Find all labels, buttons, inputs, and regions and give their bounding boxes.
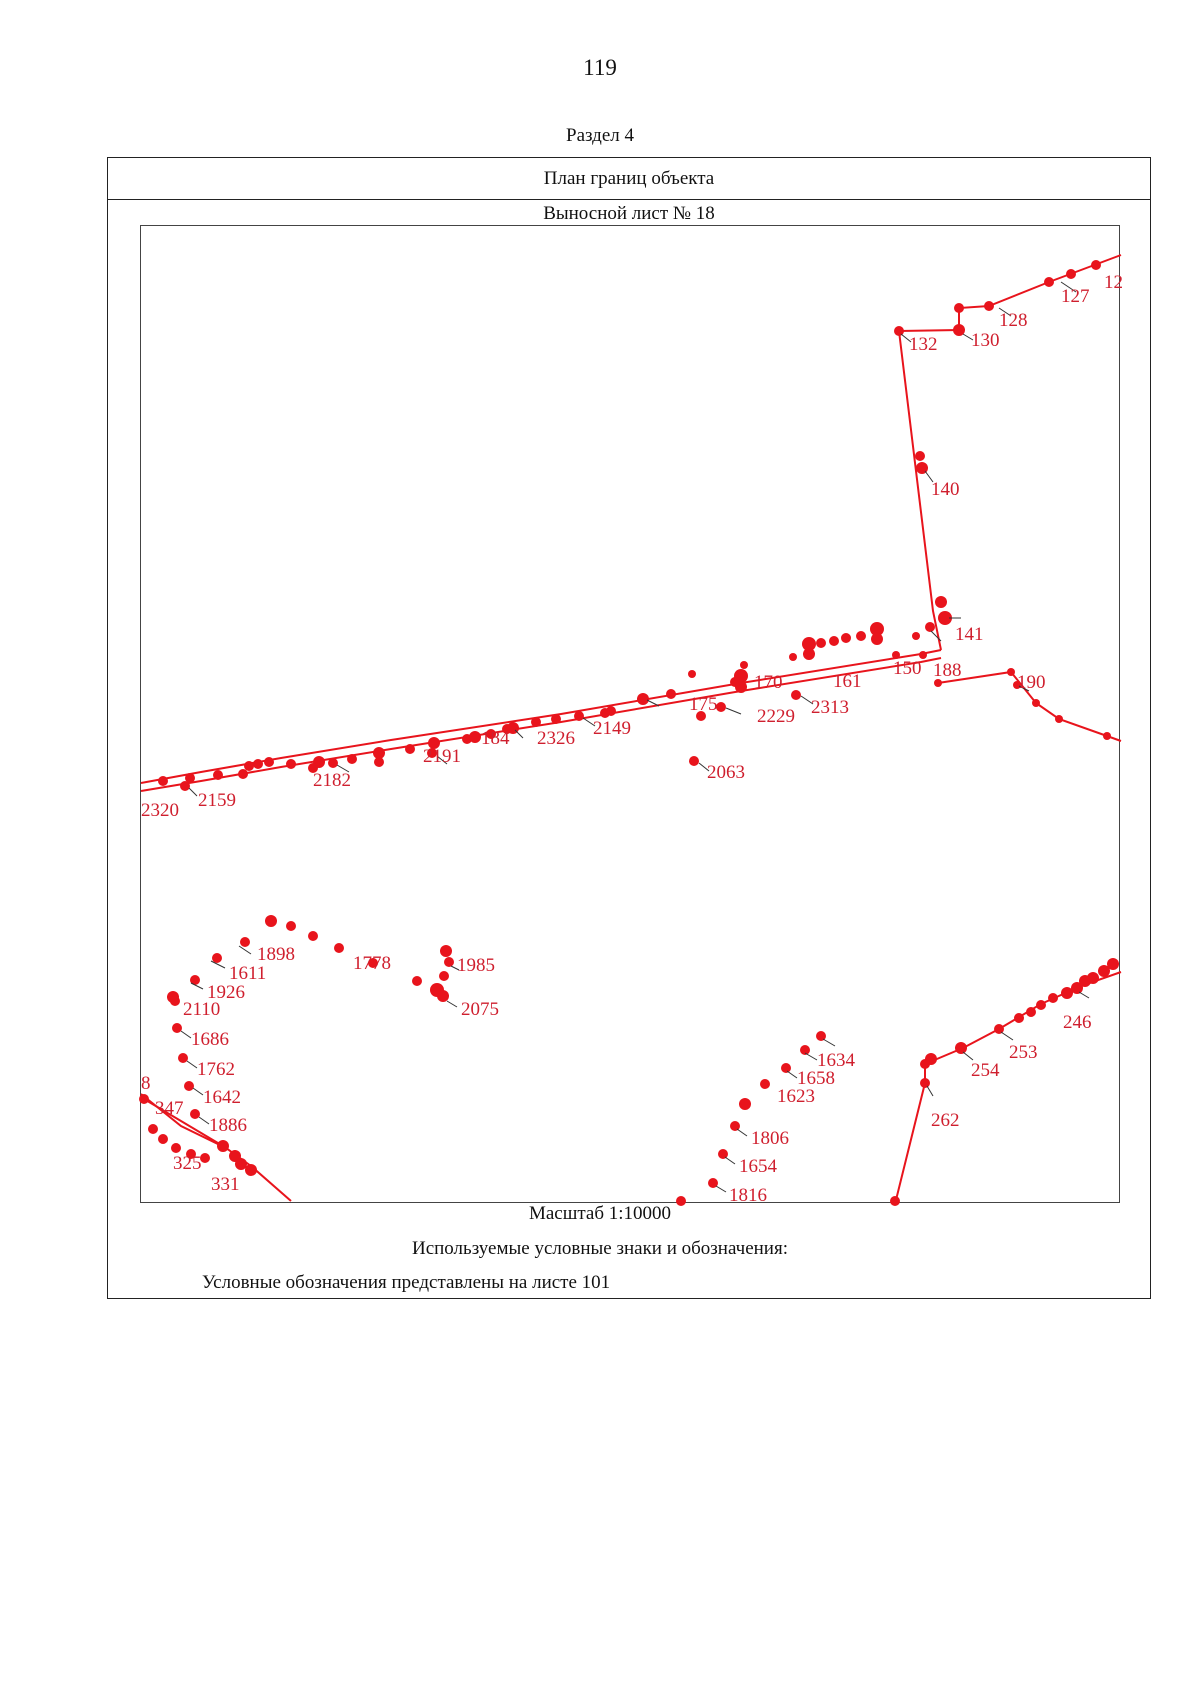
boundary-map [140, 225, 1123, 1206]
boundary-point [829, 636, 839, 646]
point-label: 2063 [707, 762, 745, 783]
point-label: 1816 [729, 1185, 767, 1206]
point-label: 325 [173, 1153, 202, 1174]
boundary-point [328, 758, 338, 768]
point-label: 150 [893, 658, 922, 679]
boundary-point [139, 1094, 149, 1104]
boundary-point [925, 1053, 937, 1065]
boundary-point [190, 1109, 200, 1119]
boundary-point [235, 1158, 247, 1170]
point-label: 1686 [191, 1029, 229, 1050]
boundary-point [1036, 1000, 1046, 1010]
boundary-point [245, 1164, 257, 1176]
point-label: 141 [955, 624, 984, 645]
label-leader [823, 1039, 835, 1046]
boundary-point [172, 1023, 182, 1033]
boundary-point [760, 1079, 770, 1089]
legend-heading: Используемые условные знаки и обозначения: [411, 1238, 788, 1259]
point-label: 1806 [751, 1128, 789, 1149]
boundary-point [213, 770, 223, 780]
label-leader [726, 708, 741, 714]
boundary-point [412, 976, 422, 986]
boundary-point [200, 1153, 210, 1163]
boundary-point [405, 744, 415, 754]
label-leader [805, 1053, 817, 1060]
point-label: 2313 [811, 697, 849, 718]
boundary-point [1048, 993, 1058, 1003]
boundary-point [1066, 269, 1076, 279]
label-leader [647, 700, 659, 706]
point-label: 132 [909, 334, 938, 355]
boundary-point [1007, 668, 1015, 676]
label-leader [187, 1061, 197, 1068]
point-label: 1926 [207, 982, 245, 1003]
point-label: 1634 [817, 1050, 855, 1071]
boundary-point [689, 756, 699, 766]
boundary-point [803, 648, 815, 660]
boundary-point [730, 677, 740, 687]
point-label: 184 [481, 728, 510, 749]
boundary-point [574, 711, 584, 721]
label-leader [931, 631, 941, 641]
label-leader [199, 1117, 209, 1124]
boundary-point [688, 670, 696, 678]
boundary-point [955, 1042, 967, 1054]
boundary-point [781, 1063, 791, 1073]
boundary-point [180, 781, 190, 791]
boundary-point [920, 1078, 930, 1088]
boundary-point [244, 761, 254, 771]
label-leader [963, 1052, 973, 1060]
frame-title: План границ объекта [108, 158, 1150, 200]
boundary-point [1107, 958, 1119, 970]
point-label: 1886 [209, 1115, 247, 1136]
point-label: 12 [1104, 272, 1123, 293]
page-number: 119 [583, 55, 617, 80]
point-label: 246 [1063, 1012, 1092, 1033]
point-label: 2191 [423, 746, 461, 767]
point-label: 190 [1017, 672, 1046, 693]
point-label: 2075 [461, 999, 499, 1020]
point-label: 1642 [203, 1087, 241, 1108]
boundary-point [347, 754, 357, 764]
boundary-point [253, 759, 263, 769]
boundary-point [158, 1134, 168, 1144]
boundary-point [1044, 277, 1054, 287]
boundary-point [551, 714, 561, 724]
boundary-point [184, 1081, 194, 1091]
boundary-point [148, 1124, 158, 1134]
point-label: 1611 [229, 963, 267, 984]
point-label: 2110 [183, 999, 221, 1020]
boundary-point [841, 633, 851, 643]
point-label: 1654 [739, 1156, 777, 1177]
point-label: 2182 [313, 770, 351, 791]
boundary-point [1014, 1013, 1024, 1023]
point-label: 2320 [141, 800, 179, 821]
boundary-point [531, 717, 541, 727]
boundary-point [1103, 732, 1111, 740]
point-label: 1778 [353, 953, 391, 974]
sheet-title: Выносной лист № 18 [543, 203, 715, 224]
label-leader [515, 730, 523, 738]
point-label: 253 [1009, 1042, 1038, 1063]
label-leader [1001, 1032, 1013, 1040]
label-leader [193, 1088, 203, 1095]
boundary-point [1032, 699, 1040, 707]
label-leader [239, 946, 251, 954]
boundary-point [308, 931, 318, 941]
boundary-point [600, 708, 610, 718]
boundary-point [894, 326, 904, 336]
point-label: 1762 [197, 1059, 235, 1080]
boundary-point [334, 943, 344, 953]
point-label: 347 [155, 1098, 184, 1119]
point-label: 2159 [198, 790, 236, 811]
boundary-point [925, 622, 935, 632]
point-label: 175 [689, 694, 718, 715]
boundary-point [212, 953, 222, 963]
point-label: 161 [833, 671, 862, 692]
boundary-point [1026, 1007, 1036, 1017]
boundary-point [1091, 260, 1101, 270]
boundary-point [217, 1140, 229, 1152]
boundary-point [286, 759, 296, 769]
boundary-point [440, 945, 452, 957]
boundary-line-south [141, 658, 941, 791]
point-label: 254 [971, 1060, 1000, 1081]
boundary-point [912, 632, 920, 640]
point-label: 2149 [593, 718, 631, 739]
boundary-point [158, 776, 168, 786]
boundary-point [871, 633, 883, 645]
point-label: 1898 [257, 944, 295, 965]
label-leader [787, 1071, 797, 1078]
point-label: 130 [971, 330, 1000, 351]
point-labels [141, 272, 1123, 1206]
label-leaders [181, 282, 1089, 1192]
point-label: 1985 [457, 955, 495, 976]
scale-label: Масштаб 1:10000 [528, 1203, 672, 1224]
boundary-point [789, 653, 797, 661]
point-label: 128 [999, 310, 1028, 331]
boundary-point [954, 303, 964, 313]
legend-note: Условные обозначения представлены на листе 101 [202, 1272, 611, 1293]
point-label: 1658 [797, 1068, 835, 1089]
label-leader [716, 1186, 726, 1192]
boundary-point [374, 757, 384, 767]
boundary-point [286, 921, 296, 931]
boundary-point [265, 915, 277, 927]
label-leader [189, 788, 197, 796]
boundary-point [171, 1143, 181, 1153]
boundary-line-southeast [895, 972, 1121, 1204]
boundary-point [238, 769, 248, 779]
boundary-point [739, 1098, 751, 1110]
boundary-point [240, 937, 250, 947]
boundary-point [444, 957, 454, 967]
boundary-point [740, 661, 748, 669]
label-leader [927, 1086, 933, 1096]
boundary-point [439, 971, 449, 981]
boundary-point [816, 638, 826, 648]
point-label: 8 [141, 1073, 151, 1094]
section-label: Раздел 4 [566, 125, 634, 146]
point-label: 2326 [537, 728, 575, 749]
point-label: 188 [933, 660, 962, 681]
label-leader [181, 1031, 191, 1038]
boundary-point [170, 996, 180, 1006]
boundary-point [1055, 715, 1063, 723]
boundary-point [264, 757, 274, 767]
boundary-point [178, 1053, 188, 1063]
boundary-point [437, 990, 449, 1002]
boundary-point [935, 596, 947, 608]
point-label: 140 [931, 479, 960, 500]
boundary-point [637, 693, 649, 705]
boundary-point [716, 702, 726, 712]
boundary-point [1087, 972, 1099, 984]
point-label: 262 [931, 1110, 960, 1131]
boundary-point [666, 689, 676, 699]
boundary-point [915, 451, 925, 461]
label-leader [1079, 992, 1089, 998]
boundary-point [984, 301, 994, 311]
point-label: 170 [754, 672, 783, 693]
point-label: 331 [211, 1174, 240, 1195]
label-leader [725, 1157, 735, 1164]
label-leader [447, 1001, 457, 1007]
boundary-point [791, 690, 801, 700]
point-label: 2229 [757, 706, 795, 727]
map-canvas [141, 226, 1121, 1204]
boundary-point [856, 631, 866, 641]
point-label: 1623 [777, 1086, 815, 1107]
label-leader [737, 1129, 747, 1136]
boundary-point [462, 734, 472, 744]
point-label: 127 [1061, 286, 1090, 307]
